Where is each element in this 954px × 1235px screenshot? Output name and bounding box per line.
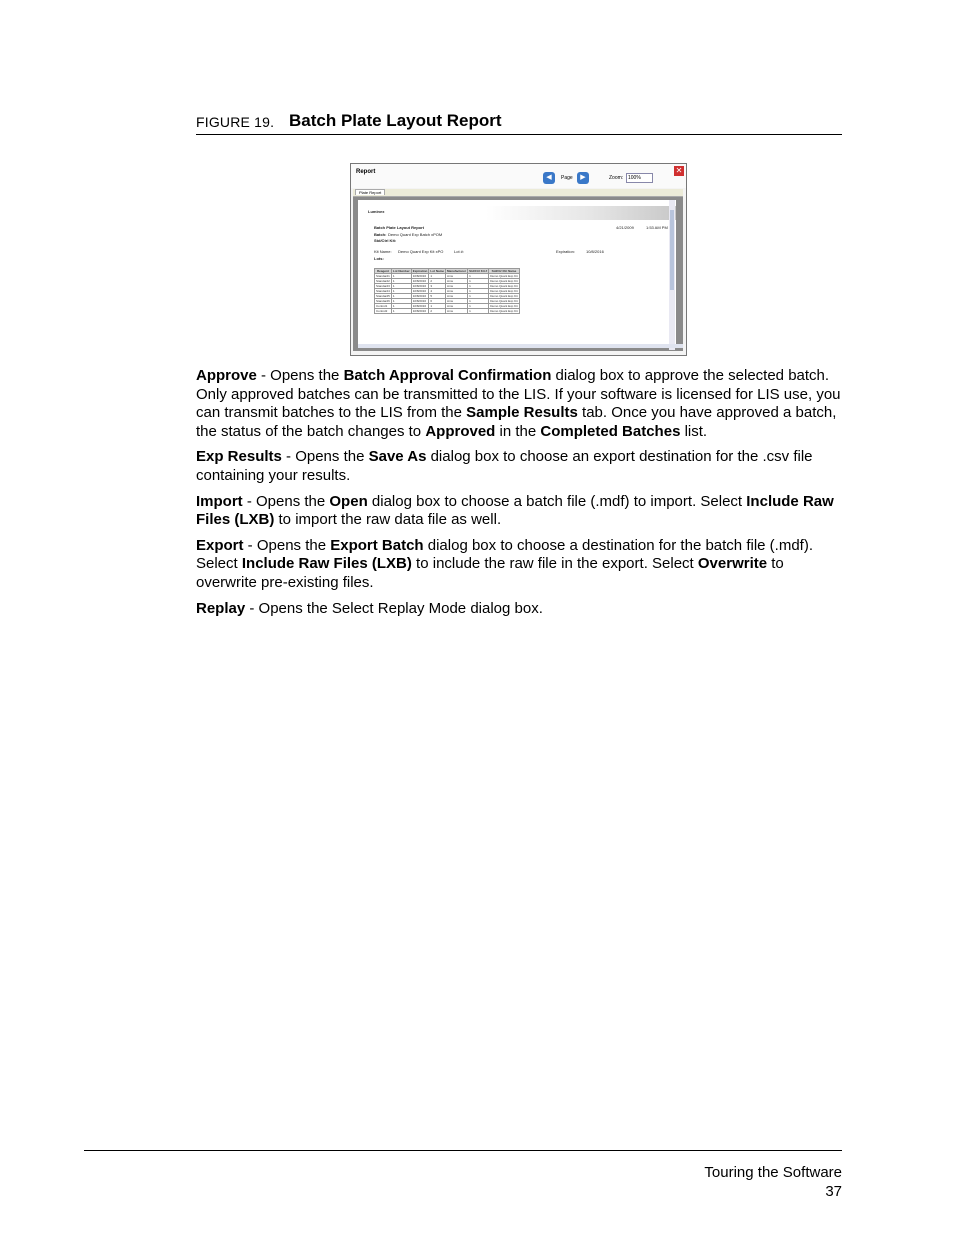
- bold-term: Export Batch: [330, 536, 424, 554]
- table-cell: 1: [468, 309, 489, 314]
- table-cell: 10/8/2016: [411, 304, 429, 309]
- batch-value: Demo Quant Exp Batch xPOM: [388, 232, 443, 237]
- bold-term: Approved: [425, 422, 496, 440]
- table-header-cell: Std/Ctrl Kit #: [469, 269, 488, 273]
- table-cell: 1: [391, 309, 411, 314]
- report-banner: [486, 206, 676, 220]
- lot-label: Lot #:: [454, 249, 465, 254]
- bold-term: Batch Approval Confirmation: [343, 367, 552, 384]
- table-cell: 1: [468, 299, 489, 304]
- scroll-thumb: [670, 210, 674, 290]
- table-cell: Demo Quant Exp Kit: [490, 294, 518, 298]
- table-cell: Control2: [375, 309, 392, 314]
- table-cell: 2: [429, 309, 446, 314]
- table-cell: 1: [468, 304, 489, 309]
- table-cell: Standard2: [376, 279, 390, 283]
- table-cell: 2: [429, 279, 446, 284]
- table-header-cell: Lot Name: [430, 269, 445, 273]
- report-time: 1:53 AM PM: [646, 225, 668, 230]
- report-logo: Luminex: [368, 209, 385, 214]
- table-cell: 1: [468, 279, 489, 284]
- text-run: dialog box to choose an export destination for the .csv file containing your results.: [196, 448, 813, 484]
- kitname-label: Kit Name:: [374, 249, 392, 254]
- tab-plate-report: Plate Report: [355, 189, 385, 195]
- text-run: tab. Once you have approved a batch, the status of the batch changes to: [196, 404, 837, 440]
- text-run: - Opens the: [281, 448, 369, 466]
- table-cell: 1: [391, 299, 411, 304]
- table-header-cell: Reagent: [375, 269, 392, 274]
- table-cell: 6: [429, 299, 446, 304]
- table-cell: 1: [391, 289, 411, 294]
- table-cell: Demo Quant Exp Kit: [490, 279, 518, 283]
- table-cell: Standard3: [376, 284, 390, 288]
- table-cell: Ams: [446, 284, 468, 289]
- table-cell: Standard4: [376, 289, 390, 293]
- table-cell: 1: [429, 274, 446, 279]
- table-cell: 1: [468, 284, 489, 289]
- table-cell: Ams: [446, 294, 468, 299]
- figure-title: Batch Plate Layout Report: [289, 111, 502, 130]
- zoom-select: 100%: [626, 173, 653, 183]
- report-viewer: [353, 197, 683, 351]
- table-cell: 1: [391, 279, 411, 284]
- table-cell: 1: [391, 294, 411, 299]
- text-run: in the: [495, 422, 541, 440]
- table-cell: 10/8/2016: [411, 284, 429, 289]
- report-title: Batch Plate Layout Report: [374, 225, 425, 230]
- horizontal-scrollbar: [358, 344, 683, 348]
- table-cell: 10/8/2016: [411, 289, 429, 294]
- table-cell: Standard1: [376, 274, 390, 278]
- table-cell: 10/8/2016: [411, 279, 429, 284]
- table-cell: 1: [391, 284, 411, 289]
- bold-term: Include Raw Files (LXB): [241, 555, 412, 573]
- table-cell: 5: [429, 294, 446, 299]
- lots-label: Lots:: [374, 256, 384, 261]
- table-cell: Demo Quant Exp Kit: [490, 299, 518, 303]
- table-cell: Ams: [446, 299, 468, 304]
- text-run: list.: [680, 422, 708, 440]
- zoom-label: Zoom:: [609, 175, 624, 181]
- table-cell: 10/8/2016: [411, 299, 429, 304]
- table-cell: Ams: [446, 304, 468, 309]
- table-row: [375, 309, 520, 314]
- page-number: 37: [825, 1183, 842, 1200]
- text-run: - Opens the: [242, 492, 330, 510]
- next-page-icon: ▶: [577, 172, 589, 184]
- table-cell: Ams: [446, 274, 468, 279]
- report-tab-bar: [353, 189, 683, 197]
- report-date: 4/21/2009: [616, 225, 634, 230]
- table-cell: 10/8/2016: [411, 294, 429, 299]
- text-run: to import the raw data file as well.: [274, 511, 502, 529]
- close-icon: ✕: [675, 166, 683, 175]
- table-cell: Control1: [375, 304, 392, 309]
- table-header-cell: Std/Ctrl Kit Name: [489, 269, 519, 274]
- body-paragraph: [196, 537, 842, 593]
- table-cell: Demo Quant Exp Kit: [490, 284, 518, 288]
- body-paragraph: [196, 600, 842, 619]
- bold-term: Sample Results: [466, 404, 578, 422]
- table-cell: Standard5: [376, 294, 390, 298]
- bold-term: Replay: [196, 599, 246, 617]
- table-cell: Ams: [446, 279, 468, 284]
- table-cell: Demo Quant Exp Kit: [490, 304, 518, 308]
- bold-term: Completed Batches: [540, 422, 681, 440]
- table-header-cell: Lot Number: [392, 269, 410, 273]
- table-cell: 1: [429, 304, 446, 309]
- table-cell: 1: [391, 274, 411, 279]
- page-label: Page: [561, 175, 573, 181]
- text-run: dialog box to approve the selected batch. Only approved batches can be transmitted to the LIS. If your software is licensed for LIS use, you can transmit batches to the LIS from the: [196, 367, 841, 422]
- body-paragraph: [196, 493, 842, 530]
- footer-rule: [84, 1150, 842, 1151]
- table-cell: 10/8/2016: [411, 274, 429, 279]
- report-screenshot: [350, 163, 687, 356]
- bold-term: Open: [329, 492, 368, 510]
- table-cell: Demo Quant Exp Kit: [490, 309, 518, 313]
- report-window-title: Report: [356, 169, 376, 175]
- text-run: - Opens the: [243, 536, 331, 554]
- vertical-scrollbar: [669, 200, 675, 350]
- table-header-cell: Manufacturer: [447, 269, 467, 273]
- figure-heading: [196, 111, 842, 135]
- text-run: to overwrite pre-existing files.: [196, 555, 784, 591]
- table-cell: 1: [391, 304, 411, 309]
- previous-page-icon: ◀: [543, 172, 555, 184]
- table-cell: 1: [468, 274, 489, 279]
- table-header-cell: Expiration: [412, 269, 428, 273]
- table-cell: 10/8/2016: [411, 309, 429, 314]
- report-page: [358, 200, 676, 348]
- table-cell: Demo Quant Exp Kit: [490, 274, 518, 278]
- bold-term: Import: [196, 492, 243, 510]
- body-paragraph: [196, 448, 842, 485]
- bold-term: Export: [196, 536, 244, 554]
- stdctrl-label: Std/Ctrl Kit:: [374, 238, 397, 243]
- body-paragraph: [196, 367, 842, 441]
- expiration-value: 10/8/2016: [586, 249, 604, 254]
- table-cell: 1: [468, 294, 489, 299]
- body-text: [196, 367, 842, 625]
- bold-term: Include Raw Files (LXB): [196, 492, 834, 529]
- text-run: dialog box to choose a batch file (.mdf) to import. Select: [367, 492, 747, 510]
- bold-term: Exp Results: [196, 448, 282, 466]
- bold-term: Approve: [196, 367, 257, 384]
- text-run: dialog box to choose a destination for the batch file (.mdf). Select: [196, 536, 813, 573]
- kitname-value: Demo Quant Exp Kit xPO: [398, 249, 444, 254]
- report-toolbar: [351, 164, 686, 188]
- table-cell: 3: [429, 284, 446, 289]
- table-cell: Standard6: [376, 299, 390, 303]
- text-run: - Opens the: [256, 367, 344, 384]
- bold-term: Overwrite: [697, 555, 768, 573]
- table-cell: Demo Quant Exp Kit: [490, 289, 518, 293]
- reagent-table: [374, 268, 520, 314]
- table-cell: Ams: [446, 309, 468, 314]
- footer-section-title: Touring the Software: [704, 1164, 842, 1181]
- expiration-label: Expiration:: [556, 249, 575, 254]
- text-run: - Opens the Select Replay Mode dialog box.: [245, 599, 543, 617]
- table-cell: 4: [429, 289, 446, 294]
- table-cell: 1: [468, 289, 489, 294]
- table-cell: Ams: [446, 289, 468, 294]
- batch-label: Batch:: [374, 232, 387, 237]
- figure-label: FIGURE 19.: [196, 114, 275, 130]
- bold-term: Save As: [368, 448, 427, 466]
- text-run: to include the raw file in the export. Select: [411, 555, 698, 573]
